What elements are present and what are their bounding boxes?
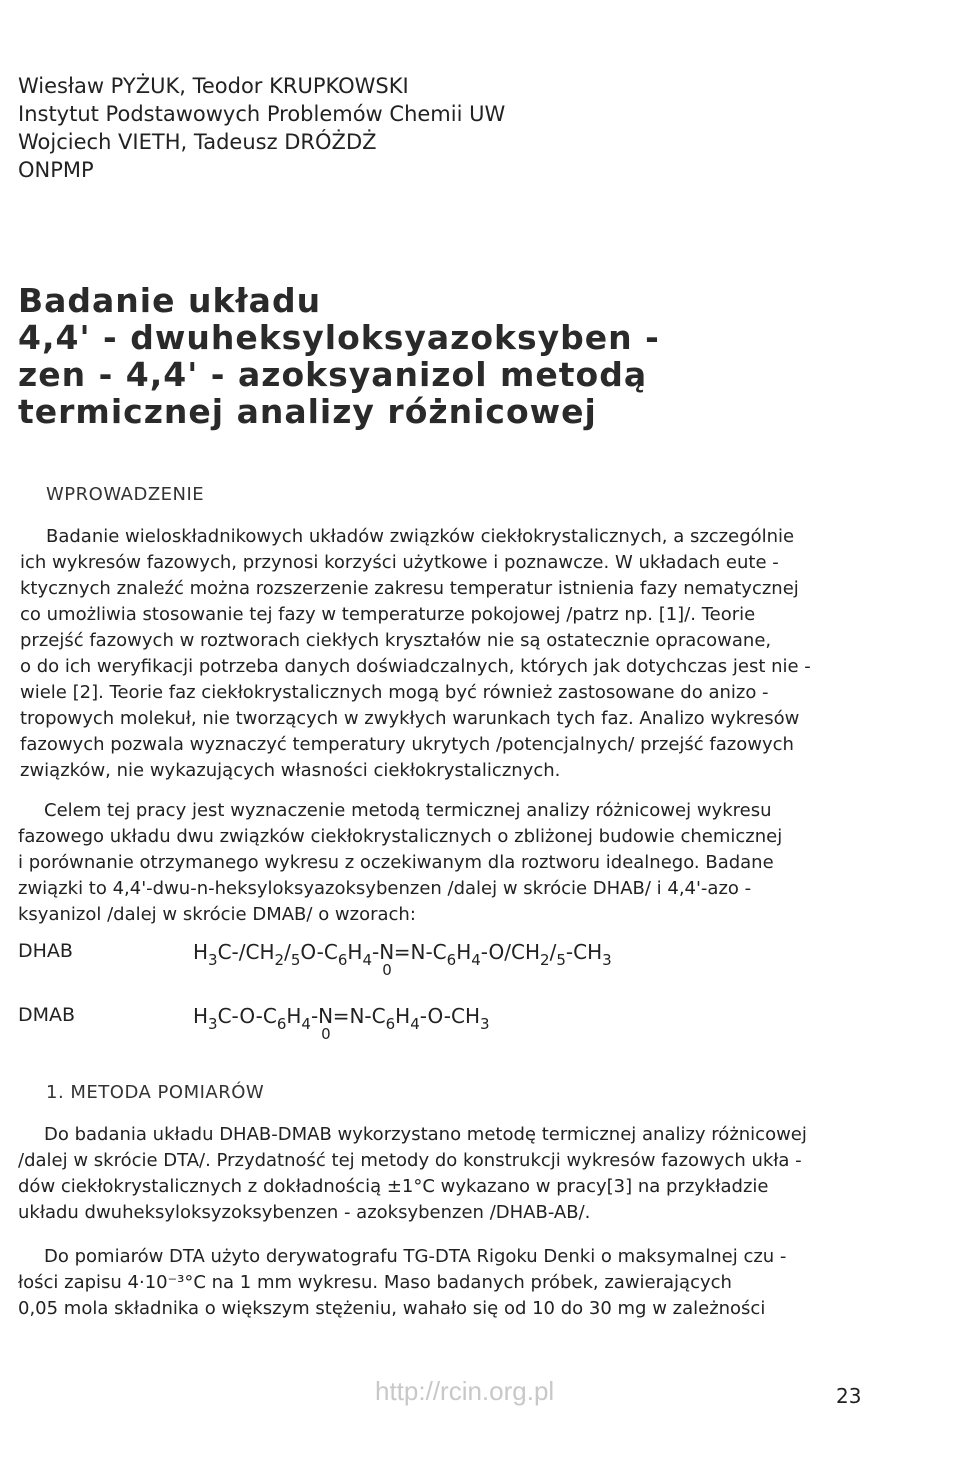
page-number: 23 — [836, 1384, 862, 1408]
authors-block — [18, 72, 618, 184]
formula-label: DMAB — [18, 1004, 76, 1026]
text-line: fazowego układu dwu związków ciekłokrystalicznych o zbliżonej budowie chemicznej — [18, 826, 783, 847]
title-line: zen - 4,4' - azoksyanizol metodą — [18, 355, 648, 394]
author-line: Wiesław PYŻUK, Teodor KRUPKOWSKI — [18, 74, 409, 98]
text-line: dów ciekłokrystalicznych z dokładnością ±1°C wykazano w pracy[3] na przykładzie — [18, 1176, 769, 1197]
method-paragraph-1 — [18, 1122, 878, 1226]
section-heading-method: 1. METODA POMIARÓW — [46, 1082, 265, 1103]
title-line: termicznej analizy różnicowej — [18, 392, 597, 431]
method-paragraph-2 — [18, 1244, 878, 1322]
formula-dhab-row — [18, 940, 918, 980]
text-line: związków, nie wykazujących własności ciekłokrystalicznych. — [20, 760, 561, 781]
aim-paragraph — [18, 798, 878, 928]
text-line: ksyanizol /dalej w skrócie DMAB/ o wzorach: — [18, 904, 416, 925]
author-line: Wojciech VIETH, Tadeusz DRÓŻDŻ — [18, 130, 377, 154]
text-line: przejść fazowych w roztworach ciekłych kryształów nie są ostatecznie opracowane, — [20, 630, 772, 651]
text-line: łości zapisu 4·10⁻³°C na 1 mm wykresu. Maso badanych próbek, zawierających — [18, 1272, 732, 1293]
text-line: wiele [2]. Teorie faz ciekłokrystalicznych mogą być również zastosowane do anizo - — [20, 682, 769, 703]
title-line: Badanie układu — [18, 281, 322, 320]
text-line: układu dwuheksyloksyzoksybenzen - azoksybenzen /DHAB-AB/. — [18, 1202, 591, 1223]
text-line: co umożliwia stosowanie tej fazy w temperaturze pokojowej /patrz np. [1]/. Teorie — [20, 604, 756, 625]
text-line: ktycznych znaleźć można rozszerzenie zakresu temperatur istnienia fazy nematycznej — [20, 578, 799, 599]
text-line: związki to 4,4'-dwu-n-heksyloksyazoksybenzen /dalej w skrócie DHAB/ i 4,4'-azo - — [18, 878, 752, 899]
footer-url[interactable]: http://rcin.org.pl — [375, 1376, 555, 1406]
section-heading-intro: WPROWADZENIE — [46, 484, 205, 505]
intro-paragraph — [20, 524, 926, 784]
affiliation-line: ONPMP — [18, 158, 94, 182]
text-line: fazowych pozwala wyznaczyć temperatury ukrytych /potencjalnych/ przejść fazowych — [20, 734, 794, 755]
formula-dmab-row — [18, 1004, 918, 1044]
title-line: 4,4' - dwuheksyloksyazoksyben - — [18, 318, 660, 357]
text-line: i porównanie otrzymanego wykresu z oczekiwanym dla roztworu idealnego. Badane — [18, 852, 774, 873]
text-line: Celem tej pracy jest wyznaczenie metodą termicznej analizy różnicowej wykresu — [44, 800, 772, 821]
paper-title — [18, 282, 918, 430]
formula-label: DHAB — [18, 940, 73, 962]
text-line: ich wykresów fazowych, przynosi korzyści użytkowe i poznawcze. W układach eute - — [20, 552, 779, 573]
text-line: o do ich weryfikacji potrzeba danych doświadczalnych, których jak dotychczas jest nie - — [20, 656, 811, 677]
text-line: tropowych molekuł, nie tworzących w zwykłych warunkach tych faz. Analizo wykresów — [20, 708, 800, 729]
text-line: Badanie wieloskładnikowych układów związków ciekłokrystalicznych, a szczególnie — [46, 526, 795, 547]
formula-dhab: $H_3C-/CH_2/_5O-C_6H_4-N_0=N-C_6H_4-O/CH_2/_5-CH_3$ — [193, 940, 612, 979]
text-line: Do badania układu DHAB-DMAB wykorzystano metodę termicznej analizy różnicowej — [44, 1124, 807, 1145]
text-line: Do pomiarów DTA użyto derywatografu TG-DTA Rigoku Denki o maksymalnej czu - — [44, 1246, 787, 1267]
affiliation-line: Instytut Podstawowych Problemów Chemii UW — [18, 102, 506, 126]
text-line: /dalej w skrócie DTA/. Przydatność tej metody do konstrukcji wykresów fazowych ukła - — [18, 1150, 802, 1171]
text-line: 0,05 mola składnika o większym stężeniu, wahało się od 10 do 30 mg w zależności — [18, 1298, 766, 1319]
formula-dmab: $H_3C-O-C_6H_4-N_0=N-C_6H_4-O-CH_3$ — [193, 1004, 490, 1043]
